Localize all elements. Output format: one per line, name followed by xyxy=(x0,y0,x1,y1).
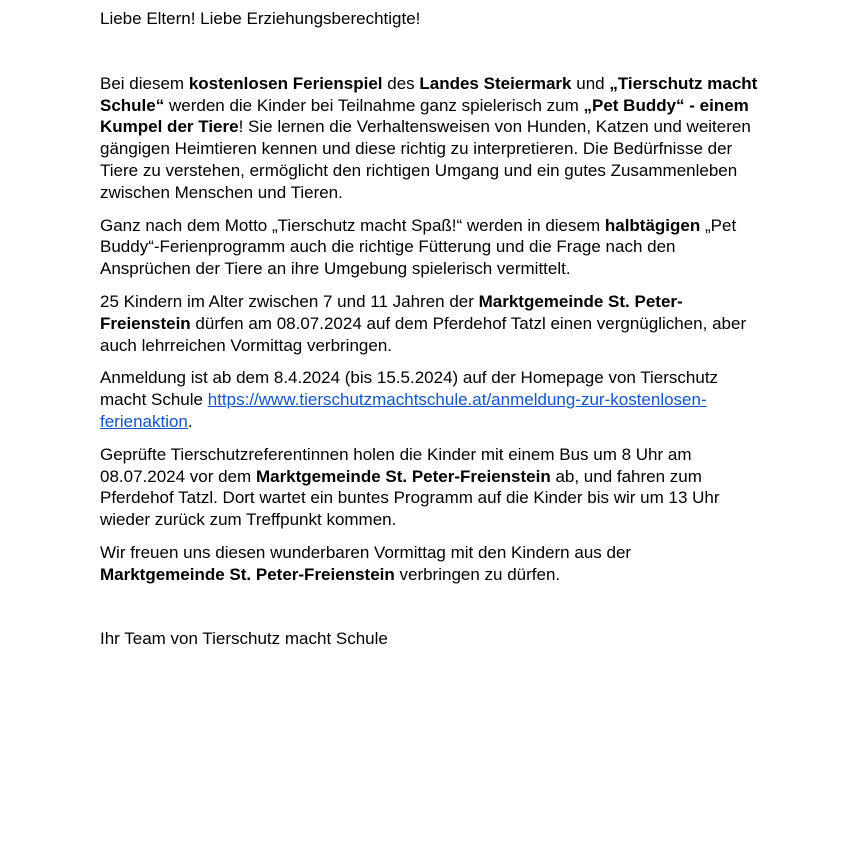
bold-text-run: Marktgemeinde St. Peter-Freienstein xyxy=(100,291,683,333)
text-run: und xyxy=(571,73,610,93)
text-run: ! Sie lernen die Verhaltensweisen von Hunden, Katzen und weiteren gängigen Heimtieren kennen und diese richtig zu interpretieren. Die Bedürfnisse der Tiere zu verstehen, ermöglicht den richtigen Umgang und ein gutes Zusammenleben zwischen Menschen und Tieren. xyxy=(100,117,751,202)
text-run: Bei diesem xyxy=(100,73,189,93)
signature xyxy=(100,628,760,650)
text-run: ab, und fahren zum Pferdehof Tatzl. Dort wartet ein buntes Programm auf die Kinder bis wir um 13 Uhr wieder zurück zum Treffpunkt kommen. xyxy=(100,466,720,530)
text-run: verbringen zu dürfen. xyxy=(394,564,561,584)
text-run: Ihr Team von Tierschutz macht Schule xyxy=(100,628,388,648)
bold-text-run: halbtägigen xyxy=(604,215,701,235)
paragraph-1 xyxy=(100,73,760,204)
text-run: Geprüfte Tierschutzreferentinnen holen die Kinder mit einem Bus um 8 Uhr am 08.07.2024 vor dem xyxy=(100,444,692,486)
text-run: Anmeldung ist ab dem 8.4.2024 (bis 15.5.2024) auf der Homepage von Tierschutz macht Schule xyxy=(100,368,719,410)
bold-text-run: Marktgemeinde St. Peter-Freienstein xyxy=(255,466,551,486)
paragraph-4 xyxy=(100,367,760,432)
text-run: „Pet Buddy“-Ferienprogramm auch die richtige Fütterung und die Frage nach den Ansprüchen der Tiere an ihre Umgebung spielerisch vermittelt. xyxy=(100,215,737,279)
text-run: dürfen am 08.07.2024 auf dem Pferdehof Tatzl einen vergnüglichen, aber auch lehrreichen Vormittag verbringen. xyxy=(100,313,747,355)
paragraph-3 xyxy=(100,291,760,356)
text-run: Liebe Eltern! Liebe Erziehungsberechtigte! xyxy=(100,9,421,28)
text-run: . xyxy=(187,411,193,431)
bold-text-run: Landes Steiermark xyxy=(419,73,572,93)
greeting xyxy=(100,8,760,30)
paragraph-5 xyxy=(100,444,760,531)
bold-text-run: „Tierschutz macht Schule“ xyxy=(100,73,758,115)
paragraph-2 xyxy=(100,215,760,280)
text-run: werden die Kinder bei Teilnahme ganz spielerisch zum xyxy=(164,95,584,115)
paragraph-6 xyxy=(100,542,760,586)
bold-text-run: kostenlosen Ferienspiel xyxy=(188,73,383,93)
text-run: 25 Kindern im Alter zwischen 7 und 11 Jahren der xyxy=(100,291,479,311)
text-run: Ganz nach dem Motto „Tierschutz macht Spaß!“ werden in diesem xyxy=(100,215,605,235)
bold-text-run: „Pet Buddy“ - einem Kumpel der Tiere xyxy=(100,95,749,137)
registration-hyperlink[interactable]: https://www.tierschutzmachtschule.at/anmeldung-zur-kostenlosen-ferienaktion xyxy=(100,390,707,431)
text-run: Wir freuen uns diesen wunderbaren Vormittag mit den Kindern aus der xyxy=(100,542,632,562)
bold-text-run: Marktgemeinde St. Peter-Freienstein xyxy=(100,564,395,584)
text-run: des xyxy=(382,73,420,93)
